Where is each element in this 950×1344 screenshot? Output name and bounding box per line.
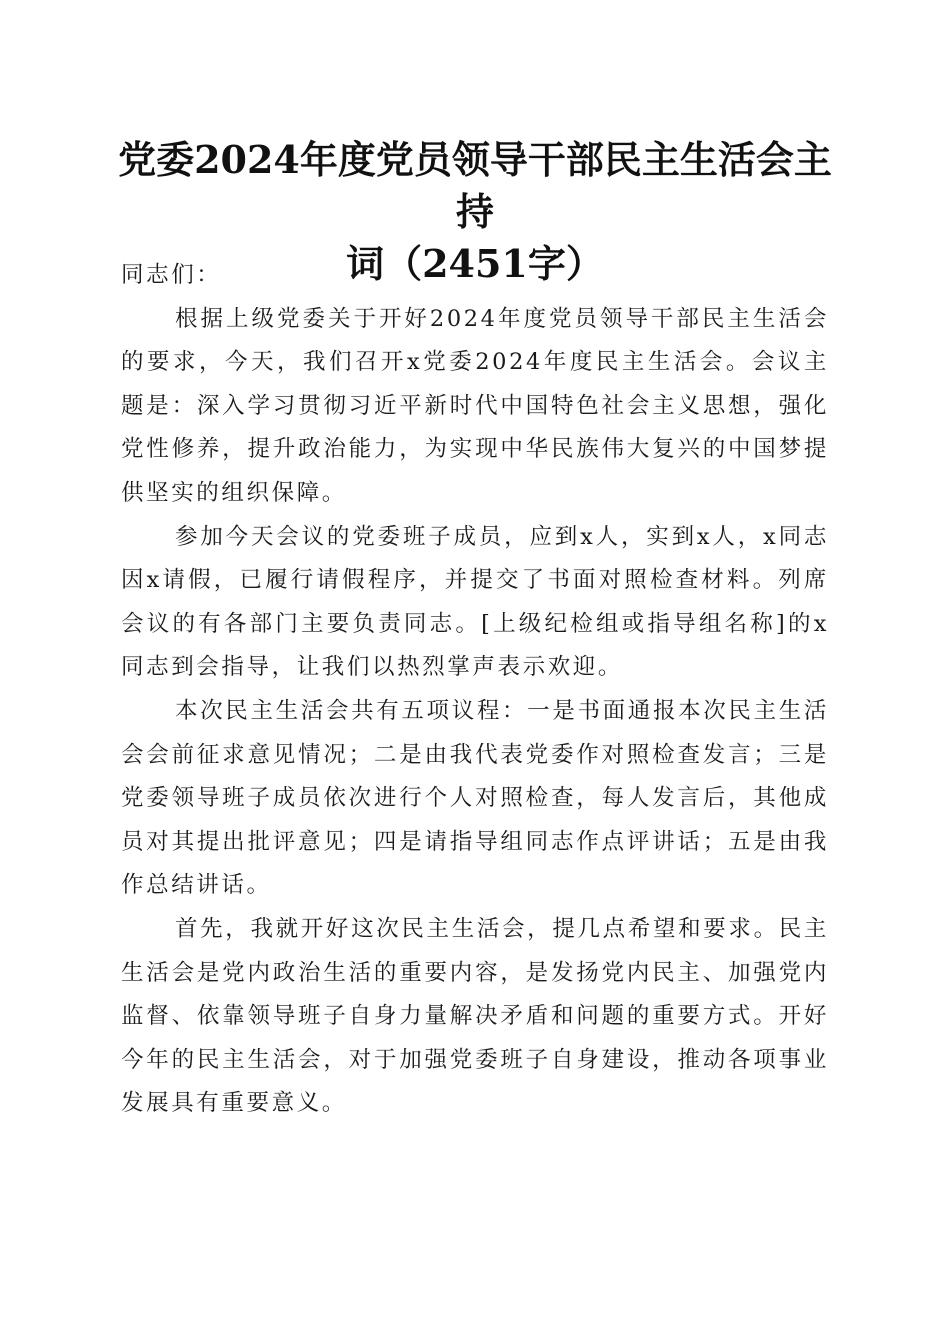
title-line-1: 党委2024年度党员领导干部民主生活会主持 [118,137,832,234]
paragraph-2: 参加今天会议的党委班子成员，应到x人，实到x人，x同志因x请假，已履行请假程序，并提交了书面对照检查材料。列席会议的有各部门主要负责同志。[上级纪检组或指导组名称]的x同志到会指导，让我们以热烈掌声表示欢迎。 [121,523,829,681]
paragraph-3: 本次民主生活会共有五项议程：一是书面通报本次民主生活会会前征求意见情况；二是由我代表党委作对照检查发言；三是党委领导班子成员依次进行个人对照检查，每人发言后，其他成员对其提出批评意见；四是请指导组同志作点评讲话；五是由我作总结讲话。 [121,697,829,899]
title-line-2: 词（2451字） [346,241,604,286]
salutation: 同志们： [121,262,222,288]
document-body [121,254,829,1126]
paragraph-1: 根据上级党委关于开好2024年度党员领导干部民主生活会的要求，今天，我们召开x党委2024年度民主生活会。会议主题是：深入学习贯彻习近平新时代中国特色社会主义思想，强化党性修养，提升政治能力，为实现中华民族伟大复兴的中国梦提供坚实的组织保障。 [121,305,829,506]
paragraph-4: 首先，我就开好这次民主生活会，提几点希望和要求。民主生活会是党内政治生活的重要内容，是发扬党内民主、加强党内监督、依靠领导班子自身力量解决矛盾和问题的重要方式。开好今年的民主生活会，对于加强党委班子自身建设，推动各项事业发展具有重要意义。 [121,915,829,1117]
